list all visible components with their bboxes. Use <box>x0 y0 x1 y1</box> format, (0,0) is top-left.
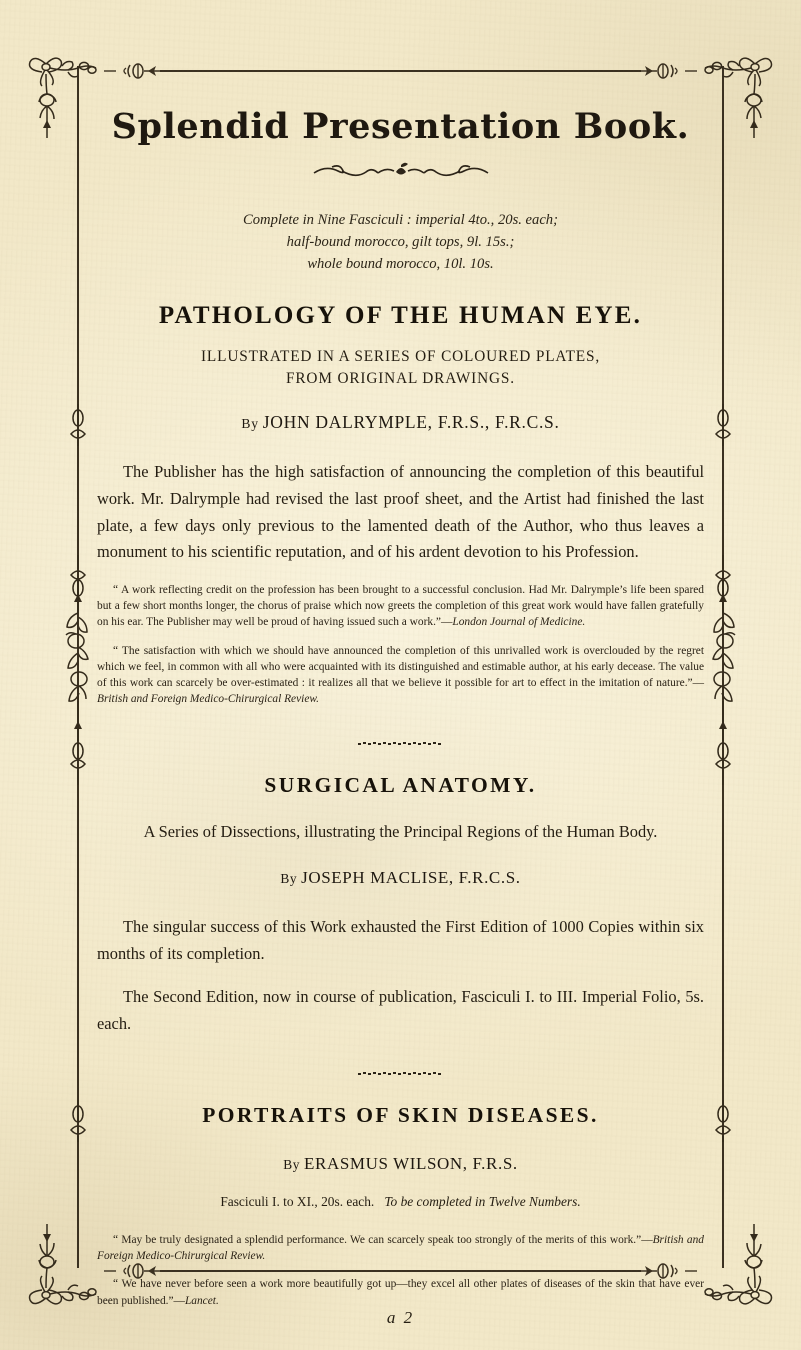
work2-byline <box>97 868 704 888</box>
content-column <box>97 84 704 1320</box>
work3-review-1-source: British and Foreign Medico-Chirurgical Review. <box>97 1234 704 1263</box>
work3-fasciculi-italic: To be completed in Twelve Numbers. <box>384 1194 581 1210</box>
work1-review-2 <box>97 643 704 708</box>
work3-review-1-text: “ May be truly designated a splendid performance. We can scarcely speak too strongly of the merits of this work.”— <box>113 1234 653 1247</box>
work2-byline-name: JOSEPH MACLISE, F.R.C.S. <box>301 868 521 888</box>
pricing-line-1: Complete in Nine Fasciculi : imperial 4to., 20s. each; <box>243 211 558 228</box>
work2-lead: A Series of Dissections, illustrating the Principal Regions of the Human Body. <box>143 822 658 842</box>
flourish-swash-icon <box>312 161 490 183</box>
work3-byline <box>97 1154 704 1174</box>
fleur-finial-icon <box>65 404 91 446</box>
work3-review-1 <box>97 1232 704 1264</box>
work1-review-1-text: “ A work reflecting credit on the profession has been brought to a successful conclusion. Had Mr. Dalrymple’s life been spared but a few short months longer, the chorus of praise which now greets the completion of this great work would have fallen gratefully on his ear. The Publisher may well be proud of having issued such a work.”— <box>97 584 704 629</box>
work1-byline <box>97 412 704 433</box>
border-rule-top <box>160 70 641 72</box>
work3-review-2-text: “ We have never before seen a work more beautifully got up—they excel all other plates of diseases of the skin that have ever been published.”— <box>97 1278 704 1307</box>
work3-byline-prefix: By <box>283 1157 305 1173</box>
fleur-finial-icon <box>65 1100 91 1142</box>
work3-title: PORTRAITS OF SKIN DISEASES. <box>202 1103 599 1128</box>
work2-paragraph-2: The Second Edition, now in course of publication, Fasciculi I. to III. Imperial Folio, 5s. each. <box>97 986 704 1033</box>
work1-byline-prefix: By <box>241 416 263 432</box>
section-divider-icon <box>358 1071 444 1077</box>
work3-fasciculi <box>97 1194 704 1210</box>
work2-byline-prefix: By <box>280 871 302 887</box>
work2-title: SURGICAL ANATOMY. <box>264 773 537 798</box>
work3-review-2-source: Lancet. <box>184 1294 219 1307</box>
work1-review-2-source: British and Foreign Medico-Chirurgical Review. <box>97 693 319 706</box>
work3-fasciculi-plain: Fasciculi I. to XI., 20s. each. <box>220 1194 375 1210</box>
work1-byline-name: JOHN DALRYMPLE, F.R.S., F.R.C.S. <box>262 412 560 433</box>
page-title: Splendid Presentation Book. <box>111 106 690 147</box>
fleur-finial-icon <box>710 1100 736 1142</box>
section-divider-icon <box>358 741 444 747</box>
page-signature: a 2 <box>386 1308 415 1327</box>
pricing-block <box>97 209 704 276</box>
work1-subtitle <box>97 346 704 390</box>
work1-review-2-text: “ The satisfaction with which we should have announced the completion of this unrivalled work is overclouded by the regret which we feel, in common with all who were acquainted with its distinguished and estimable author, at his early decease. The value of this work can scarcely be over-estimated : it realizes all that we believe it possible for art to effect in the imitation of nature.”— <box>97 644 704 689</box>
arrow-finial-icon <box>104 60 166 82</box>
work1-review-1-source: London Journal of Medicine. <box>452 616 586 629</box>
floral-rail-ornament-icon <box>56 555 100 785</box>
work1-review-1 <box>97 582 704 631</box>
arrow-finial-icon <box>635 60 697 82</box>
work1-subtitle-line-2: FROM ORIGINAL DRAWINGS. <box>286 370 515 388</box>
work2-paragraph-1: The singular success of this Work exhausted the First Edition of 1000 Copies within six months of its completion. <box>97 917 704 963</box>
pricing-line-2: half-bound morocco, gilt tops, 9l. 15s.; <box>286 233 515 250</box>
pricing-line-3: whole bound morocco, 10l. 10s. <box>307 255 494 272</box>
work1-title: PATHOLOGY OF THE HUMAN EYE. <box>158 302 643 330</box>
fleur-finial-icon <box>710 404 736 446</box>
work1-subtitle-line-1: ILLUSTRATED IN A SERIES OF COLOURED PLATES, <box>200 348 601 366</box>
work1-paragraph: The Publisher has the high satisfaction of announcing the completion of this beautiful work. Mr. Dalrymple had revised the last proof sheet, and the Artist had finished the last plate, a few days only previous to the lamented death of the Author, who thus leaves a monument to his scientific reputation, and of his ardent devotion to his Profession. <box>97 462 704 562</box>
work3-review-2 <box>97 1276 704 1308</box>
floral-rail-ornament-icon <box>701 555 745 785</box>
work3-byline-name: ERASMUS WILSON, F.R.S. <box>304 1154 518 1174</box>
